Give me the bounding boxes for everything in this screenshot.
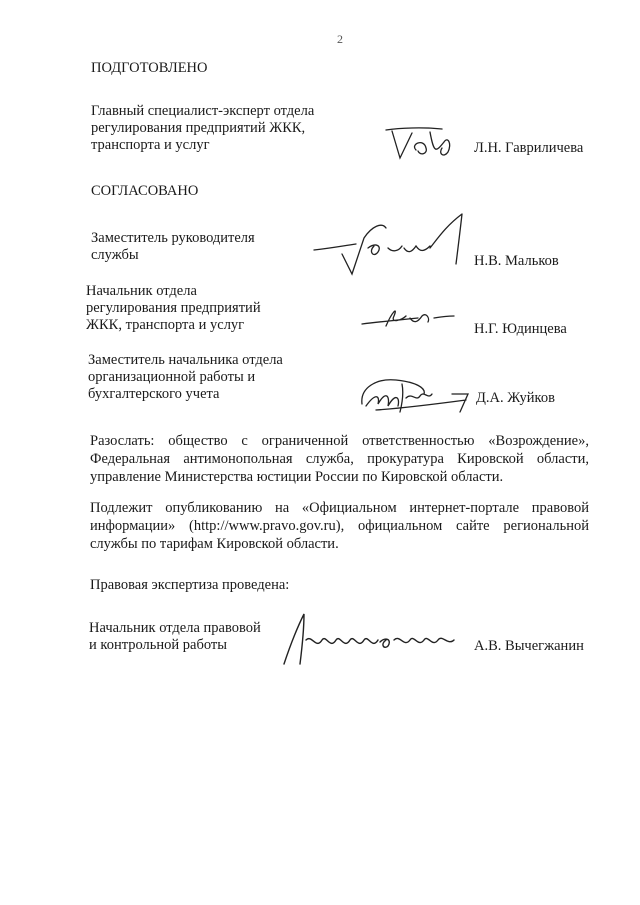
signer-zhuikov-name: Д.А. Жуйков (476, 390, 555, 406)
legal-review-name: А.В. Вычегжанин (474, 638, 584, 654)
prepared-name: Л.Н. Гавриличева (474, 140, 584, 156)
signature-vychegzhanin (276, 610, 466, 670)
agreed-heading: СОГЛАСОВАНО (91, 183, 199, 199)
signature-yudintseva (358, 302, 458, 332)
prepared-position: Главный специалист-эксперт отдела регулирования предприятий ЖКК, транспорта и услуг (91, 103, 315, 153)
legal-review-position: Начальник отдела правовой и контрольной работы (89, 620, 261, 653)
publication-paragraph: Подлежит опубликованию на «Официальном интернет-портале правовой информации» (http://www.pravo.gov.ru), официальном сайте региональной службы по тарифам Кировской области. (90, 500, 589, 552)
signature-zhuikov (356, 372, 476, 418)
page-number: 2 (337, 32, 343, 46)
signature-malkov (312, 208, 482, 280)
signer-yudintseva-position: Начальник отдела регулирования предприятий ЖКК, транспорта и услуг (86, 283, 261, 333)
signature-gavrilicheva (382, 124, 462, 164)
signer-malkov-position: Заместитель руководителя службы (91, 230, 255, 263)
legal-review-statement: Правовая экспертиза проведена: (90, 577, 290, 593)
distribution-paragraph: Разослать: общество с ограниченной ответственностью «Возрождение», Федеральная антимонопольная служба, прокуратура Кировской области, управление Министерства юстиции России по Кировской области. (90, 433, 589, 485)
signer-malkov-name: Н.В. Мальков (474, 253, 559, 269)
signer-yudintseva-name: Н.Г. Юдинцева (474, 321, 567, 337)
signer-zhuikov-position: Заместитель начальника отдела организационной работы и бухгалтерского учета (88, 352, 283, 402)
prepared-heading: ПОДГОТОВЛЕНО (91, 60, 208, 76)
